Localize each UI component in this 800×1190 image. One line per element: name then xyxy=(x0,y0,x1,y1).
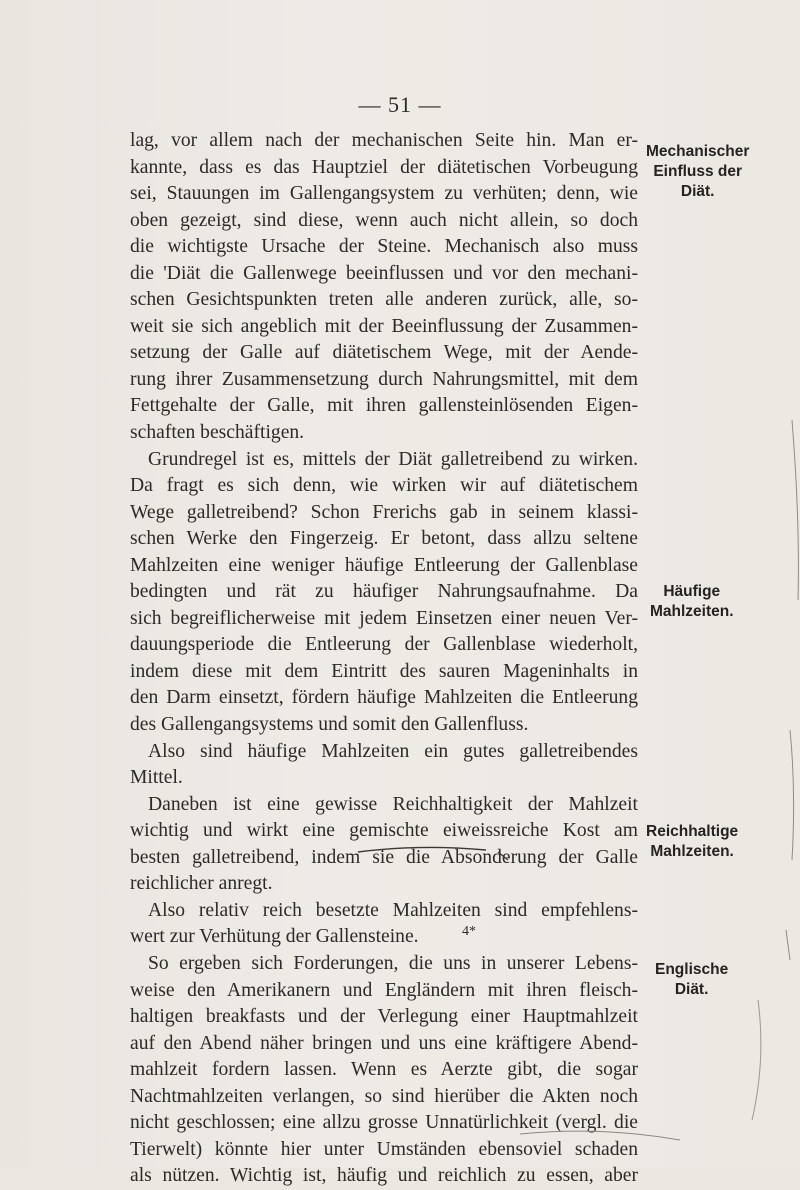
margin-note-mechanischer xyxy=(646,142,749,202)
text-line: Also relativ reich besetzte Mahlzeiten sind empfehlens- xyxy=(148,899,638,921)
text-line: schen Gesichtspunkten treten alle anderen zurück, alle, so- xyxy=(130,289,638,311)
text-line: weit sie sich angeblich mit der Beeinflussung der Zusammen- xyxy=(130,315,638,337)
text-line: besten galletreibend, indem sie die Absonderung der Galle xyxy=(130,846,638,868)
text-line: wert zur Verhütung der Gallensteine. xyxy=(130,926,419,948)
edge-line xyxy=(752,1000,761,1120)
margin-note-line: Diät. xyxy=(674,981,709,998)
edge-line xyxy=(786,930,790,960)
text-line: die wichtigste Ursache der Steine. Mechanisch also muss xyxy=(130,236,638,258)
margin-note-englische xyxy=(655,960,728,1000)
text-line: Grundregel ist es, mittels der Diät galletreibend zu wirken. xyxy=(148,448,638,470)
text-line: indem diese mit dem Eintritt des sauren Mageninhalts in xyxy=(130,660,638,682)
text-line: den Darm einsetzt, fördern häufige Mahlzeiten die Entleerung xyxy=(130,687,638,709)
text-line: bedingten und rät zu häufiger Nahrungsaufnahme. Da xyxy=(130,581,638,603)
margin-note-line: Reichhaltige xyxy=(646,823,739,840)
text-line: wichtig und wirkt eine gemischte eiweissreiche Kost am xyxy=(130,820,638,842)
margin-note-reichhaltige xyxy=(646,822,738,862)
text-line: des Gallengangsystems und somit den Gallenfluss. xyxy=(130,714,529,736)
margin-note-line: Häufige xyxy=(663,583,721,600)
text-line: sei, Stauungen im Gallengangsystem zu verhüten; denn, wie xyxy=(130,183,638,205)
text-line: Nachtmahlzeiten verlangen, so sind hierüber die Akten noch xyxy=(130,1085,638,1107)
text-line: Mittel. xyxy=(130,767,183,789)
text-line: reichlicher anregt. xyxy=(130,873,273,895)
margin-note-line: Diät. xyxy=(680,183,715,200)
text-line: schen Werke den Fingerzeig. Er betont, dass allzu seltene xyxy=(130,528,638,550)
text-line: nicht geschlossen; eine allzu grosse Unnatürlichkeit (vergl. die xyxy=(130,1112,638,1134)
edge-line xyxy=(790,730,794,860)
text-line: weise den Amerikanern und Engländern mit ihren fleisch- xyxy=(130,979,638,1001)
text-line: als nützen. Wichtig ist, häufig und reichlich zu essen, aber xyxy=(130,1165,638,1187)
text-line: Da fragt es sich denn, wie wirken wir auf diätetischem xyxy=(130,475,638,497)
text-line: lag, vor allem nach der mechanischen Seite hin. Man er- xyxy=(130,130,638,151)
text-line: Also sind häufige Mahlzeiten ein gutes galletreibendes xyxy=(148,740,638,762)
text-line: So ergeben sich Forderungen, die uns in unserer Lebens- xyxy=(148,952,638,974)
signature-mark: 4* xyxy=(462,924,476,939)
text-line: Wege galletreibend? Schon Frerichs gab in seinem klassi- xyxy=(130,501,638,523)
text-line: Tierwelt) könnte hier unter Umständen ebensoviel schaden xyxy=(130,1138,638,1160)
margin-note-line: Einfluss der xyxy=(653,163,743,180)
text-line: haltigen breakfasts und der Verlegung einer Hauptmahlzeit xyxy=(130,1006,638,1028)
text-line: mahlzeit fordern lassen. Wenn es Aerzte gibt, die sogar xyxy=(130,1059,638,1081)
page-number: — 51 — xyxy=(358,92,442,117)
text-line: dauungsperiode die Entleerung der Gallenblase wiederholt, xyxy=(130,634,638,656)
body-text xyxy=(130,128,638,1190)
text-line: oben gezeigt, sind diese, wenn auch nicht allein, so doch xyxy=(130,209,638,231)
text-line: Fettgehalte der Galle, mit ihren gallensteinlösenden Eigen- xyxy=(130,395,638,417)
margin-note-haeufige xyxy=(650,582,734,622)
edge-line xyxy=(792,420,798,600)
text-line: setzung der Galle auf diätetischem Wege, mit der Aende- xyxy=(130,342,638,364)
text-line: auf den Abend näher bringen und uns eine kräftigere Abend- xyxy=(130,1032,638,1054)
text-line: Mahlzeiten eine weniger häufige Entleerung der Gallenblase xyxy=(130,554,638,576)
margin-note-line: Mechanischer xyxy=(646,143,750,160)
text-line: rung ihrer Zusammensetzung durch Nahrungsmittel, mit dem xyxy=(130,368,638,390)
margin-note-line: Mahlzeiten. xyxy=(650,603,734,620)
margin-note-line: Mahlzeiten. xyxy=(650,843,734,860)
text-line: kannte, dass es das Hauptziel der diätetischen Vorbeugung xyxy=(130,156,638,178)
text-line: die 'Diät die Gallenwege beeinflussen und vor den mechani- xyxy=(130,262,638,284)
text-line: schaften beschäftigen. xyxy=(130,422,305,444)
text-line: Daneben ist eine gewisse Reichhaltigkeit der Mahlzeit xyxy=(148,793,638,815)
margin-note-line: Englische xyxy=(655,961,729,978)
text-line: sich begreiflicherweise mit jedem Einsetzen einer neuen Ver- xyxy=(130,607,638,629)
